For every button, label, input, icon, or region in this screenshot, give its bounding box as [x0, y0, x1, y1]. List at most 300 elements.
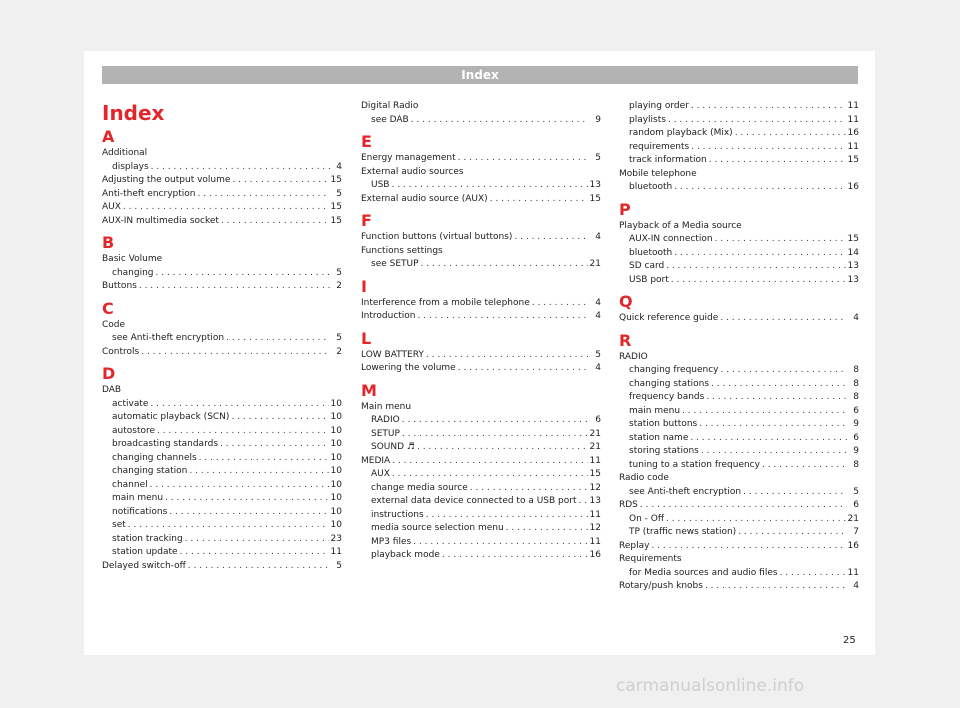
- index-subentry: [619, 364, 859, 378]
- entry-page: 8: [853, 365, 859, 375]
- index-subentry: [102, 546, 342, 560]
- entry-page: 9: [595, 114, 601, 125]
- dot-leader: [156, 267, 330, 281]
- index-entry: [619, 540, 859, 554]
- index-entry: [361, 193, 601, 207]
- dot-leader: [123, 201, 329, 215]
- dot-leader: [666, 260, 845, 274]
- dot-leader: [185, 533, 329, 547]
- entry-page: 2: [336, 346, 342, 357]
- dot-leader: [780, 567, 846, 581]
- dot-leader: [651, 540, 845, 554]
- index-heading: Digital Radio: [361, 101, 419, 111]
- entry-page: 6: [595, 415, 601, 425]
- entry-term: requirements: [629, 141, 690, 152]
- entry-page: 5: [595, 153, 601, 163]
- entry-page: 16: [589, 550, 601, 560]
- index-heading: Playback of a Media source: [619, 220, 742, 231]
- dot-leader: [426, 349, 589, 363]
- entry-page: 6: [853, 500, 859, 510]
- entry-term: Lowering the volume: [361, 363, 456, 373]
- dot-leader: [169, 506, 328, 520]
- dot-leader: [421, 258, 588, 272]
- dot-leader: [188, 560, 330, 574]
- index-entry: [361, 310, 601, 324]
- index-subentry: [619, 567, 859, 581]
- entry-term: Buttons: [102, 281, 137, 291]
- index-subentry: [102, 519, 342, 533]
- index-title: Index: [102, 101, 165, 125]
- index-subentry: [102, 492, 342, 506]
- entry-page: 8: [853, 459, 859, 470]
- index-heading: Code: [102, 319, 126, 330]
- entry-page: 11: [847, 141, 859, 152]
- entry-page: 2: [336, 281, 342, 291]
- dot-leader: [514, 231, 589, 245]
- dot-leader: [691, 141, 845, 155]
- index-column-3: [619, 100, 859, 594]
- page-number: 25: [843, 635, 856, 646]
- entry-term: frequency bands: [629, 392, 705, 402]
- entry-page: 12: [589, 523, 601, 533]
- entry-term: set: [112, 520, 126, 530]
- entry-term: changing stations: [629, 378, 710, 389]
- index-entry: [102, 280, 342, 294]
- entry-page: 15: [589, 193, 601, 204]
- index-heading: Radio code: [619, 473, 669, 483]
- dot-leader: [402, 414, 589, 428]
- index-subentry: [361, 549, 601, 563]
- dot-leader: [709, 154, 846, 168]
- dot-leader: [417, 441, 588, 455]
- entry-page: 16: [847, 540, 859, 551]
- entry-page: 10: [330, 425, 342, 436]
- entry-page: 11: [589, 509, 601, 520]
- dot-leader: [705, 580, 847, 594]
- entry-page: 16: [847, 182, 859, 192]
- entry-page: 15: [847, 155, 859, 165]
- dot-leader: [157, 425, 329, 439]
- index-heading: Additional: [102, 148, 148, 158]
- dot-leader: [392, 468, 588, 482]
- dot-leader: [470, 482, 588, 496]
- index-heading: Requirements: [619, 554, 682, 564]
- index-entry: [361, 152, 601, 166]
- entry-term: Anti-theft encryption: [102, 188, 196, 199]
- section-letter: D: [102, 364, 116, 383]
- entry-page: 13: [847, 274, 859, 285]
- entry-term: channel: [112, 479, 148, 490]
- index-subentry: [102, 161, 342, 175]
- entry-page: 21: [589, 259, 601, 269]
- section-letter: Q: [619, 292, 633, 311]
- entry-term: track information: [629, 155, 707, 165]
- index-subentry: [619, 260, 859, 274]
- index-subentry: [361, 522, 601, 536]
- dot-leader: [532, 297, 589, 311]
- dot-leader: [738, 526, 847, 540]
- index-subentry: [361, 495, 601, 509]
- index-heading: DAB: [102, 385, 122, 395]
- entry-page: 4: [853, 581, 859, 591]
- entry-term: LOW BATTERY: [361, 349, 424, 360]
- dot-leader: [402, 428, 588, 442]
- dot-leader: [180, 546, 329, 560]
- index-subentry: [361, 536, 601, 550]
- entry-term: station tracking: [112, 533, 183, 544]
- entry-term: External audio source (AUX): [361, 193, 488, 204]
- dot-leader: [640, 499, 847, 513]
- entry-term: AUX: [371, 469, 390, 479]
- entry-page: 4: [595, 363, 601, 373]
- entry-page: 7: [853, 527, 859, 537]
- entry-page: 21: [589, 442, 601, 452]
- dot-leader: [426, 509, 588, 523]
- dot-leader: [141, 346, 330, 360]
- entry-term: SETUP: [371, 428, 400, 439]
- entry-page: 4: [595, 311, 601, 321]
- entry-term: Controls: [102, 346, 140, 357]
- entry-term: bluetooth: [629, 247, 673, 258]
- dot-leader: [411, 114, 589, 128]
- entry-page: 8: [853, 392, 859, 402]
- entry-page: 5: [853, 486, 859, 497]
- dot-leader: [189, 465, 328, 479]
- entry-term: displays: [112, 161, 149, 172]
- index-subentry: [619, 378, 859, 392]
- entry-term: autostore: [112, 425, 156, 436]
- dot-leader: [579, 495, 588, 509]
- dot-leader: [701, 445, 847, 459]
- entry-term: station buttons: [629, 419, 698, 429]
- entry-term: see Anti-theft encryption: [112, 333, 225, 343]
- entry-page: 10: [330, 466, 342, 476]
- index-subentry: [102, 438, 342, 452]
- index-entry: [361, 297, 601, 311]
- entry-page: 5: [336, 267, 342, 278]
- section-letter: P: [619, 199, 631, 219]
- entry-term: storing stations: [629, 446, 699, 456]
- entry-page: 15: [330, 202, 342, 212]
- index-subentry: [619, 100, 859, 114]
- entry-page: 9: [853, 446, 859, 456]
- entry-page: 14: [847, 247, 859, 258]
- dot-leader: [762, 459, 847, 473]
- dot-leader: [706, 391, 847, 405]
- entry-page: 23: [330, 533, 342, 544]
- index-heading: Main menu: [361, 401, 412, 412]
- entry-page: 10: [330, 506, 342, 517]
- entry-page: 11: [847, 101, 859, 111]
- index-entry: [102, 215, 342, 229]
- index-entry: [619, 499, 859, 513]
- entry-term: Interference from a mobile telephone: [361, 297, 530, 308]
- index-subentry: [102, 332, 342, 346]
- entry-term: main menu: [629, 405, 681, 416]
- entry-page: 8: [853, 378, 859, 389]
- index-subentry: [619, 513, 859, 527]
- entry-term: On - Off: [629, 513, 665, 524]
- index-subentry: [619, 405, 859, 419]
- dot-leader: [128, 519, 329, 533]
- index-entry: [619, 312, 859, 326]
- dot-leader: [418, 310, 589, 324]
- index-subentry: [619, 141, 859, 155]
- entry-term: changing frequency: [629, 365, 719, 375]
- dot-leader: [391, 179, 587, 193]
- dot-leader: [226, 332, 330, 346]
- index-subentry: [102, 267, 342, 281]
- dot-leader: [735, 127, 846, 141]
- entry-term: SD card: [629, 261, 665, 271]
- dot-leader: [682, 405, 847, 419]
- index-subentry: [619, 459, 859, 473]
- index-subentry: [619, 233, 859, 247]
- index-entry: [619, 580, 859, 594]
- entry-term: notifications: [112, 506, 168, 517]
- dot-leader: [490, 193, 588, 207]
- entry-term: change media source: [371, 482, 468, 493]
- index-subentry: [361, 114, 601, 128]
- dot-leader: [720, 312, 847, 326]
- entry-term: see Anti-theft encryption: [629, 486, 742, 497]
- index-subentry: [361, 441, 601, 455]
- dot-leader: [721, 364, 847, 378]
- entry-term: TP (traffic news station): [629, 527, 737, 537]
- dot-leader: [150, 479, 329, 493]
- dot-leader: [743, 486, 847, 500]
- dot-leader: [715, 233, 846, 247]
- entry-term: MEDIA: [361, 455, 391, 466]
- dot-leader: [691, 100, 846, 114]
- entry-term: AUX-IN multimedia socket: [102, 215, 219, 226]
- entry-term: Function buttons (virtual buttons): [361, 232, 513, 242]
- entry-term: Introduction: [361, 311, 416, 321]
- index-subentry: [619, 418, 859, 432]
- entry-term: USB: [371, 180, 390, 190]
- entry-term: playlists: [629, 114, 666, 125]
- entry-term: see DAB: [371, 114, 409, 125]
- index-entry: [361, 362, 601, 376]
- entry-page: 4: [595, 297, 601, 308]
- section-letter: B: [102, 233, 115, 252]
- index-subentry: [619, 445, 859, 459]
- dot-leader: [413, 536, 587, 550]
- index-subentry: [619, 432, 859, 446]
- index-subentry: [361, 414, 601, 428]
- index-column-1: [102, 100, 342, 573]
- index-subentry: [619, 391, 859, 405]
- entry-term: RDS: [619, 500, 638, 510]
- index-subentry: [102, 479, 342, 493]
- index-subentry: [361, 482, 601, 496]
- dot-leader: [506, 522, 588, 536]
- entry-term: playback mode: [371, 550, 440, 560]
- dot-leader: [139, 280, 330, 294]
- entry-page: 10: [330, 479, 342, 490]
- section-letter: M: [361, 380, 377, 400]
- watermark: carmanualsonline.info: [616, 676, 805, 696]
- entry-term: USB port: [629, 274, 669, 285]
- dot-leader: [690, 432, 847, 446]
- index-heading: RADIO: [619, 351, 648, 362]
- entry-page: 11: [847, 567, 859, 578]
- entry-page: 5: [336, 188, 342, 199]
- dot-leader: [221, 215, 329, 229]
- entry-term: broadcasting standards: [112, 439, 219, 449]
- index-subentry: [102, 411, 342, 425]
- section-letter: A: [102, 127, 115, 146]
- index-subentry: [619, 274, 859, 288]
- index-subentry: [619, 486, 859, 500]
- dot-leader: [458, 362, 589, 376]
- entry-page: 5: [336, 333, 342, 343]
- entry-term: bluetooth: [629, 182, 673, 192]
- index-subentry: [361, 258, 601, 272]
- entry-term: tuning to a station frequency: [629, 459, 760, 470]
- entry-page: 6: [853, 405, 859, 416]
- dot-leader: [151, 161, 330, 175]
- entry-page: 10: [330, 452, 342, 463]
- entry-page: 10: [330, 412, 342, 422]
- index-subentry: [102, 533, 342, 547]
- entry-term: changing: [112, 267, 154, 278]
- index-subentry: [102, 425, 342, 439]
- entry-page: 10: [330, 398, 342, 409]
- entry-page: 21: [847, 513, 859, 524]
- dot-leader: [220, 438, 329, 452]
- entry-page: 16: [847, 128, 859, 138]
- dot-leader: [231, 411, 328, 425]
- entry-page: 11: [847, 114, 859, 125]
- entry-term: media source selection menu: [371, 523, 504, 533]
- index-entry: [102, 174, 342, 188]
- entry-page: 5: [595, 349, 601, 360]
- dot-leader: [442, 549, 588, 563]
- entry-page: 15: [589, 469, 601, 479]
- entry-term: Quick reference guide: [619, 313, 719, 323]
- dot-leader: [458, 152, 589, 166]
- entry-term: station update: [112, 547, 178, 557]
- entry-term: Replay: [619, 540, 650, 551]
- entry-page: 10: [330, 520, 342, 530]
- entry-page: 13: [589, 180, 601, 190]
- header-bar: Index: [102, 66, 858, 84]
- index-subentry: [619, 127, 859, 141]
- index-subentry: [361, 468, 601, 482]
- entry-page: 15: [330, 215, 342, 226]
- entry-term: Rotary/push knobs: [619, 581, 703, 591]
- dot-leader: [668, 114, 846, 128]
- entry-page: 12: [589, 482, 601, 493]
- index-heading: Functions settings: [361, 245, 443, 256]
- entry-term: Delayed switch-off: [102, 560, 186, 571]
- entry-term: main menu: [112, 493, 164, 503]
- index-entry: [361, 349, 601, 363]
- index-entry: [102, 188, 342, 202]
- index-subentry: [102, 398, 342, 412]
- index-subentry: [619, 181, 859, 195]
- index-column-2: [361, 100, 601, 563]
- entry-term: random playback (Mix): [629, 128, 733, 138]
- index-subentry: [619, 154, 859, 168]
- dot-leader: [199, 452, 329, 466]
- entry-term: activate: [112, 398, 149, 409]
- index-subentry: [102, 465, 342, 479]
- entry-page: 4: [336, 161, 342, 172]
- entry-term: MP3 files: [371, 536, 412, 547]
- entry-term: changing station: [112, 466, 188, 476]
- entry-page: 6: [853, 432, 859, 443]
- entry-page: 4: [595, 232, 601, 242]
- section-letter: E: [361, 132, 372, 151]
- index-subentry: [619, 114, 859, 128]
- entry-page: 15: [330, 175, 342, 185]
- entry-term: external data device connected to a USB port: [371, 496, 577, 506]
- index-subentry: [361, 428, 601, 442]
- section-letter: L: [361, 328, 372, 348]
- entry-term: automatic playback (SCN): [112, 412, 230, 422]
- entry-page: 10: [330, 439, 342, 449]
- entry-term: station name: [629, 432, 689, 443]
- section-letter: R: [619, 330, 632, 350]
- entry-term: changing channels: [112, 452, 197, 463]
- index-entry: [102, 560, 342, 574]
- entry-page: 5: [336, 560, 342, 571]
- entry-term: RADIO: [371, 415, 400, 425]
- dot-leader: [666, 513, 846, 527]
- dot-leader: [392, 455, 587, 469]
- entry-page: 21: [589, 428, 601, 439]
- entry-term: SOUND ♬: [371, 442, 415, 452]
- dot-leader: [232, 174, 328, 188]
- index-subentry: [102, 452, 342, 466]
- entry-term: playing order: [629, 101, 689, 111]
- entry-page: 11: [589, 536, 601, 547]
- entry-page: 11: [589, 455, 601, 466]
- index-entry: [102, 346, 342, 360]
- index-entry: [361, 231, 601, 245]
- entry-page: 4: [853, 313, 859, 323]
- section-letter: C: [102, 298, 114, 318]
- index-subentry: [102, 506, 342, 520]
- index-heading: Basic Volume: [102, 254, 163, 264]
- section-letter: I: [361, 276, 367, 296]
- section-letter: F: [361, 211, 372, 230]
- entry-term: Energy management: [361, 153, 456, 163]
- entry-term: AUX-IN connection: [629, 234, 713, 244]
- entry-term: Adjusting the output volume: [102, 175, 231, 185]
- entry-page: 10: [330, 493, 342, 503]
- entry-term: AUX: [102, 202, 121, 212]
- dot-leader: [674, 247, 845, 261]
- dot-leader: [671, 274, 846, 288]
- dot-leader: [150, 398, 328, 412]
- entry-page: 13: [589, 496, 601, 506]
- entry-term: see SETUP: [371, 259, 419, 269]
- index-subentry: [619, 526, 859, 540]
- index-subentry: [619, 247, 859, 261]
- dot-leader: [711, 378, 847, 392]
- index-entry: [102, 201, 342, 215]
- dot-leader: [699, 418, 847, 432]
- entry-page: 13: [847, 261, 859, 271]
- entry-page: 15: [847, 234, 859, 244]
- dot-leader: [165, 492, 328, 506]
- index-entry: [361, 455, 601, 469]
- index-subentry: [361, 179, 601, 193]
- dot-leader: [674, 181, 845, 195]
